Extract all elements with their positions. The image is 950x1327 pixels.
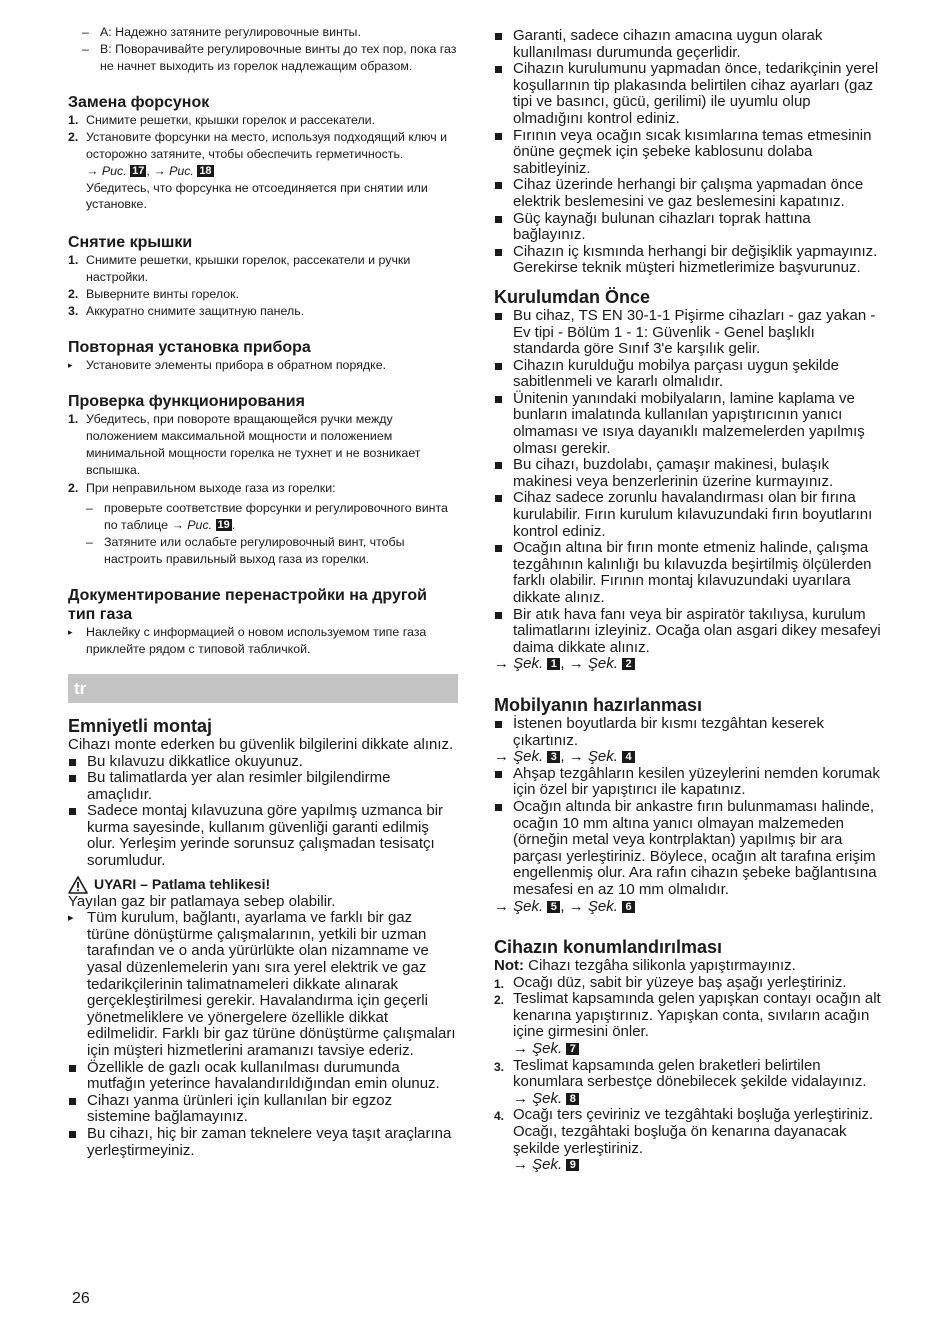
list-item xyxy=(68,252,458,286)
figure-number: 3 xyxy=(547,751,560,763)
step-number: 1. xyxy=(68,113,79,128)
figure-reference: → Şek. 1 , → Şek. 2 xyxy=(494,656,884,673)
list-item: Cihazın kurulumunu yapmadan önce, tedarikçinin yerel koşullarının tip plakasında belirtilen cihaz ayarları (gaz tipi ve basıncı, gücü, gerilimi) ile uyumlu olup olmadığını kontrol ediniz. xyxy=(494,61,884,127)
figure-number: 19 xyxy=(217,518,230,531)
ref-label: Şek. xyxy=(513,897,544,915)
section-title-before-installation: Kurulumdan Önce xyxy=(494,286,651,307)
intro-text: Cihazı monte ederken bu güvenlik bilgilerini dikkate alınız. xyxy=(68,735,454,753)
list-item xyxy=(68,480,458,497)
list-item: Bir atık hava fanı veya bir aspiratör takılıysa, kurulum talimatlarını izleyiniz. Ocağa olan asgari dikey mesafeyi daima dikkate alınız. xyxy=(494,607,884,657)
warning-icon xyxy=(68,876,88,894)
warning-text: Yayılan gaz bir patlamaya sebep olabilir. xyxy=(68,892,336,910)
ref-label: Şek. xyxy=(513,748,544,766)
sub-text: проверьте соответствие форсунки и регулировочного винта по таблице → xyxy=(104,501,448,532)
list-item: ▸ Tüm kurulum, bağlantı, ayarlama ve farklı bir gaz türüne dönüştürme çalışmalarının, yetkili bir uzman tarafından ve o anda yürürlükte olan nizamname ve yasal düzenlemelerin yanı sıra yerel elektrik ve gaz tedarikçilerinin talimatnameleri dikkate alınarak gerçekleştirilmesi gerekir. Havalandırma için geçerli yönetmeliklere ve yönergelere özellikle dikkat edilmelidir. Farklı bir gaz türüne dönüştürme çalışmaları için müşteri hizmetlerini aramanızı tavsiye ederiz. xyxy=(68,910,458,1059)
step-text: Снимите решетки, крышки горелок, рассекатели и ручки настройки. xyxy=(86,253,411,284)
figure-reference: → Şek. 5 , → Şek. 6 xyxy=(494,899,884,916)
list-item xyxy=(68,112,458,129)
section-title-positioning: Cihazın konumlandırılması xyxy=(494,937,723,958)
page-number: 26 xyxy=(72,1290,90,1307)
list-item xyxy=(68,303,458,320)
warning-list xyxy=(68,910,458,1059)
step-number: 1. xyxy=(68,412,79,427)
ref-label: Şek. xyxy=(587,748,618,766)
list-item: Cihazın iç kısmında herhangi bir değişiklik yapmayınız. Gerekirse teknik müşteri hizmetlerimize başvurunuz. xyxy=(494,244,884,277)
figure-reference: → Şek. 3 , → Şek. 4 xyxy=(494,749,884,766)
step-text: Снимите решетки, крышки горелок и рассекатели. xyxy=(86,113,376,128)
step-text: Ocağı düz, sabit bir yüzeye baş aşağı yerleştiriniz. xyxy=(513,973,847,991)
section-title-documentation: Документирование перенастройки на другой тип газа xyxy=(68,587,427,624)
list-item: Bu cihaz, TS EN 30-1-1 Pişirme cihazları - gaz yakan - Ev tipi - Bölüm 1 - 1: Güvenlik - Genel başlıklı standarda göre Sınıf 3'e karşılık gelir. xyxy=(494,308,884,358)
bullet-list xyxy=(68,357,458,374)
list-item: Güç kaynağı bulunan cihazları toprak hattına bağlayınız. xyxy=(494,211,884,244)
ref-label: Şek. xyxy=(532,1040,563,1058)
section-title-nozzle-replacement: Замена форсунок xyxy=(68,94,210,112)
section-title-cover-removal: Снятие крышки xyxy=(68,234,193,252)
step-number: 2. xyxy=(494,993,505,1008)
step-number: 2. xyxy=(68,481,79,496)
list-item: Özellikle de gazlı ocak kullanılması durumunda mutfağın yeterince havalandırıldığından emin olunuz. xyxy=(68,1060,458,1093)
ref-label: Şek. xyxy=(513,655,544,673)
ref-label: Şek. xyxy=(532,1089,563,1107)
section-title-furniture-preparation: Mobilyanın hazırlanması xyxy=(494,694,703,715)
bullet-list xyxy=(494,766,884,899)
step-number: 3. xyxy=(68,303,79,318)
step-text: Аккуратно снимите защитную панель. xyxy=(86,303,305,318)
steps-list xyxy=(494,975,884,1174)
note-text xyxy=(494,958,884,975)
language-bar: tr xyxy=(68,674,458,703)
step-text: Teslimat kapsamında gelen yapışkan contayı ocağın alt kenarına yapıştırınız. Yapışkan conta, sıvıların acağın içine girmesini önler. xyxy=(513,990,881,1041)
list-item: Ahşap tezgâhların kesilen yüzeylerini nemden korumak için özel bir yapıştırıcı ile kapatınız. xyxy=(494,766,884,799)
list-item xyxy=(68,411,458,478)
list-item xyxy=(68,286,458,303)
note-text: Убедитесь, что форсунка не отсоединяется при снятии или установке. xyxy=(86,180,428,212)
list-item: – проверьте соответствие форсунки и регулировочного винта по таблице → Рис. 19 . xyxy=(68,500,458,534)
ref-label: Рис. xyxy=(187,517,213,532)
list-item: Bu cihazı, hiç bir zaman teknelere veya taşıt araçlarına yerleştirmeyiniz. xyxy=(68,1126,458,1159)
list-item: – Затяните или ослабьте регулировочный винт, чтобы настроить правильный выход газа из горелки. xyxy=(68,534,458,568)
figure-number: 8 xyxy=(566,1093,579,1105)
note-body: Cihazı tezgâha silikonla yapıştırmayınız. xyxy=(524,957,796,975)
ref-label: Şek. xyxy=(532,1156,563,1174)
figure-number: 9 xyxy=(566,1159,579,1171)
ref-separator: , → xyxy=(146,163,170,178)
figure-reference xyxy=(68,163,458,180)
figure-number: 7 xyxy=(566,1043,579,1055)
section-title-safe-installation: Emniyetli montaj xyxy=(68,715,213,736)
sub-list xyxy=(68,500,458,567)
step-number: 2. xyxy=(68,286,79,301)
list-item: – A: Надежно затяните регулировочные винты. xyxy=(68,24,458,41)
step-text: Teslimat kapsamında gelen braketleri belirtilen konumlara serbestçe dönebilecek şekilde vidalayınız. xyxy=(513,1056,867,1091)
bullet-list xyxy=(494,308,884,656)
ref-label: Рис. xyxy=(169,163,194,178)
warning-title: UYARI – Patlama tehlikesi! xyxy=(94,876,271,893)
figure-reference: → Şek. 9 xyxy=(513,1157,884,1174)
step-text: Ocağı ters çeviriniz ve tezgâhtaki boşluğa yerleştiriniz. Ocağı, tezgâhtaki boşluğa ön kenarına dayanacak şekilde yerleştiriniz. xyxy=(513,1106,874,1157)
right-column xyxy=(494,28,884,1174)
steps-list xyxy=(68,112,458,162)
note-label: Not: xyxy=(494,957,524,975)
list-item: Cihazı yanma ürünleri için kullanılan bir egzoz sistemine bağlamayınız. xyxy=(68,1093,458,1126)
list-item: Bu cihazı, buzdolabı, çamaşır makinesi, bulaşık makinesi veya benzerlerinin üzerine kurmayınız. xyxy=(494,457,884,490)
steps-list xyxy=(68,252,458,319)
list-item: Bu talimatlarda yer alan resimler bilgilendirme amaçlıdır. xyxy=(68,770,458,803)
bullet-list xyxy=(494,716,884,749)
step-number: 1. xyxy=(68,253,79,268)
ref-label: Рис. xyxy=(101,163,127,178)
list-item xyxy=(494,1058,884,1108)
figure-number: 6 xyxy=(622,901,635,913)
intro-list xyxy=(68,24,458,74)
bullet-list xyxy=(68,1060,458,1160)
list-item xyxy=(68,129,458,163)
figure-number: 18 xyxy=(199,164,212,177)
list-item: ▸ Установите элементы прибора в обратном порядке. xyxy=(68,357,458,374)
step-number: 4. xyxy=(494,1109,505,1124)
list-item: Ocağın altına bir fırın monte etmeniz halinde, çalışma tezgâhının kalınlığı bu kılavuzda beşirtilmiş ölçülerden farklı olabilir. Fırının montaj kılavuzundaki uyarılara dikkate alınız. xyxy=(494,540,884,606)
bullet-list xyxy=(68,624,458,658)
section-title-function-check: Проверка функционирования xyxy=(68,393,305,411)
list-item: ▸ Наклейку с информацией о новом используемом типе газа приклейте рядом с типовой табличкой. xyxy=(68,624,458,658)
figure-reference: → Şek. 8 xyxy=(513,1091,884,1108)
figure-number: 17 xyxy=(132,164,145,177)
steps-list xyxy=(68,411,458,497)
list-item: Fırının veya ocağın sıcak kısımlarına temas etmesinin önüne geçmek için şebeke kablosunu dolaba sabitleyiniz. xyxy=(494,128,884,178)
bullet-list xyxy=(494,28,884,277)
list-item: Bu kılavuzu dikkatlice okuyunuz. xyxy=(68,754,458,771)
section-title-reinstall: Повторная установка прибора xyxy=(68,339,311,357)
list-item: Cihaz üzerinde herhangi bir çalışma yapmadan önce elektrik beslemesini ve gaz beslemesini kapatınız. xyxy=(494,177,884,210)
step-text: Убедитесь, при повороте вращающейся ручки между положением максимальной мощности и положением минимальной мощности горелка не тухнет и не возникает вспышка. xyxy=(86,412,421,477)
figure-number: 5 xyxy=(547,901,560,913)
list-item: Cihazın kurulduğu mobilya parçası uygun şekilde sabitlenmeli ve kararlı olmalıdır. xyxy=(494,358,884,391)
step-number: 2. xyxy=(68,130,79,145)
figure-number: 2 xyxy=(622,658,635,670)
list-item: Cihaz sadece zorunlu havalandırması olan bir fırına kurulabilir. Fırın kurulum kılavuzundaki fırın boyutlarını kontrol ediniz. xyxy=(494,490,884,540)
ref-label: Şek. xyxy=(587,897,618,915)
list-item xyxy=(494,1107,884,1173)
step-text: При неправильном выходе газа из горелки: xyxy=(86,481,336,496)
figure-reference: → Şek. 7 xyxy=(513,1041,884,1058)
step-number: 1. xyxy=(494,976,505,991)
step-text: Установите форсунки на место, используя подходящий ключ и осторожно затяните, чтобы обеспечить герметичность. xyxy=(86,130,448,161)
step-number: 3. xyxy=(494,1059,505,1074)
bullet-list xyxy=(68,754,458,870)
step-text: Выверните винты горелок. xyxy=(86,286,240,301)
ref-arrow: → xyxy=(86,163,102,178)
list-item: Ocağın altında bir ankastre fırın bulunmaması halinde, ocağın 10 mm altına yanıcı olmayan malzemeden (örneğin metal veya kontrplaktan) yapılmış bir ara parçası yerleştiriniz. Böylece, ocağın alt tarafına erişim engellenmiş olur. Ara rafın cihazın şebeke bağlantısına mesafesi en az 10 mm olmalıdır. xyxy=(494,799,884,899)
list-item: Garanti, sadece cihazın amacına uygun olarak kullanılması durumunda geçerlidir. xyxy=(494,28,884,61)
list-item: İstenen boyutlarda bir kısmı tezgâhtan keserek çıkartınız. xyxy=(494,716,884,749)
left-column xyxy=(68,24,458,1159)
list-item: – B: Поворачивайте регулировочные винты до тех пор, пока газ не начнет выходить из горелок надлежащим образом. xyxy=(68,41,458,75)
figure-number: 1 xyxy=(547,658,560,670)
list-item: Ünitenin yanındaki mobilyaların, lamine kaplama ve bunların imalatında kullanılan yapıştırıcının yanıcı olmaması ve ısıya dayanıklı malzemelerden yapılmış olması gerekir. xyxy=(494,391,884,457)
list-item: Sadece montaj kılavuzuna göre yapılmış uzmanca bir kurma sayesinde, kullanım güvenliği garanti edilmiş olur. Yerleşim yerinde sorunsuz çalışmadan tesisatçı sorumludur. xyxy=(68,803,458,869)
list-item xyxy=(494,991,884,1057)
figure-number: 4 xyxy=(622,751,635,763)
ref-label: Şek. xyxy=(587,655,618,673)
warning-header xyxy=(68,876,458,894)
list-item xyxy=(494,975,884,992)
